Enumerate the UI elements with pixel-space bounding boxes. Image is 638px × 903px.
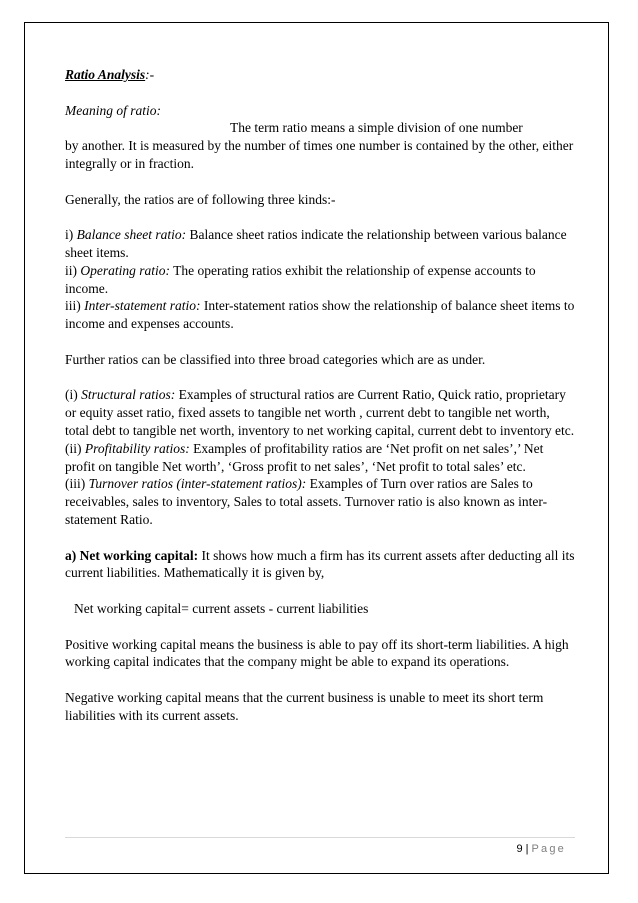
nwc-paragraph (65, 547, 575, 583)
nwc-heading: a) Net working capital: (65, 547, 199, 563)
kind-item (65, 297, 575, 333)
category-prefix: (ii) (65, 440, 85, 456)
category-item (65, 386, 575, 439)
category-term: Structural ratios: (81, 387, 176, 403)
category-text: Examples of Turn over ratios are Sales to receivables, sales to inventory, Sales to total assets. Turnover ratio is also known as inter-statement Ratio. (65, 476, 548, 527)
kind-prefix: iii) (65, 298, 85, 314)
kind-item (65, 226, 575, 262)
footer-divider (65, 837, 575, 838)
page-number: 9 (516, 843, 523, 855)
meaning-paragraph (65, 119, 575, 172)
category-text: Examples of profitability ratios are ‘Net profit on net sales’,’ Net profit on tangible Net worth’, ‘Gross profit to net sales’, ‘Net profit to total sales’ etc. (65, 440, 544, 474)
meaning-text-2: by another. It is measured by the number of times one number is contained by the other, either integrally or in fraction. (65, 138, 574, 171)
page-footer (517, 843, 566, 855)
nwc-text: It shows how much a firm has its current assets after deducting all its current liabilities. Mathematically it is given by, (65, 547, 575, 581)
kind-term: Inter-statement ratio: (84, 298, 201, 314)
generally-paragraph: Generally, the ratios are of following three kinds:- (65, 191, 336, 207)
kind-prefix: i) (65, 227, 77, 243)
kind-text: The operating ratios exhibit the relationship of expense accounts to income. (65, 262, 536, 296)
footer-separator: | (525, 843, 529, 855)
section-title-suffix: :- (145, 67, 155, 82)
category-text: Examples of structural ratios are Current Ratio, Quick ratio, proprietary or equity asset ratio, fixed assets to tangible net worth , current debt to tangible net worth, total debt to tangible net worth, inventory to net working capital, current debt to inventory etc. (65, 387, 575, 438)
kind-term: Operating ratio: (80, 262, 170, 278)
positive-paragraph: Positive working capital means the business is able to pay off its short-term liabilities. A high working capital indicates that the company might be able to expand its operations. (65, 636, 569, 670)
document-body (65, 66, 575, 724)
meaning-text-1: The term ratio means a simple division of one number (230, 120, 523, 136)
category-item (65, 440, 575, 476)
formula: Net working capital= current assets - current liabilities (74, 600, 369, 616)
category-prefix: (iii) (65, 476, 89, 492)
page-word: Page (531, 843, 566, 855)
negative-paragraph: Negative working capital means that the current business is unable to meet its short term liabilities with its current assets. (65, 689, 544, 723)
kind-term: Balance sheet ratio: (76, 227, 187, 243)
category-prefix: (i) (65, 387, 82, 403)
section-title: Ratio Analysis (65, 67, 146, 82)
section-title-line (65, 66, 575, 84)
kind-prefix: ii) (65, 262, 81, 278)
category-term: Profitability ratios: (84, 440, 190, 456)
kind-text: Inter-statement ratios show the relationship of balance sheet items to income and expenses accounts. (65, 298, 575, 332)
category-term: Turnover ratios (inter-statement ratios): (88, 476, 307, 492)
meaning-label: Meaning of ratio: (65, 102, 161, 118)
category-item (65, 475, 575, 528)
kind-item (65, 262, 575, 298)
kind-text: Balance sheet ratios indicate the relationship between various balance sheet items. (65, 227, 567, 260)
further-paragraph: Further ratios can be classified into three broad categories which are as under. (65, 351, 486, 367)
